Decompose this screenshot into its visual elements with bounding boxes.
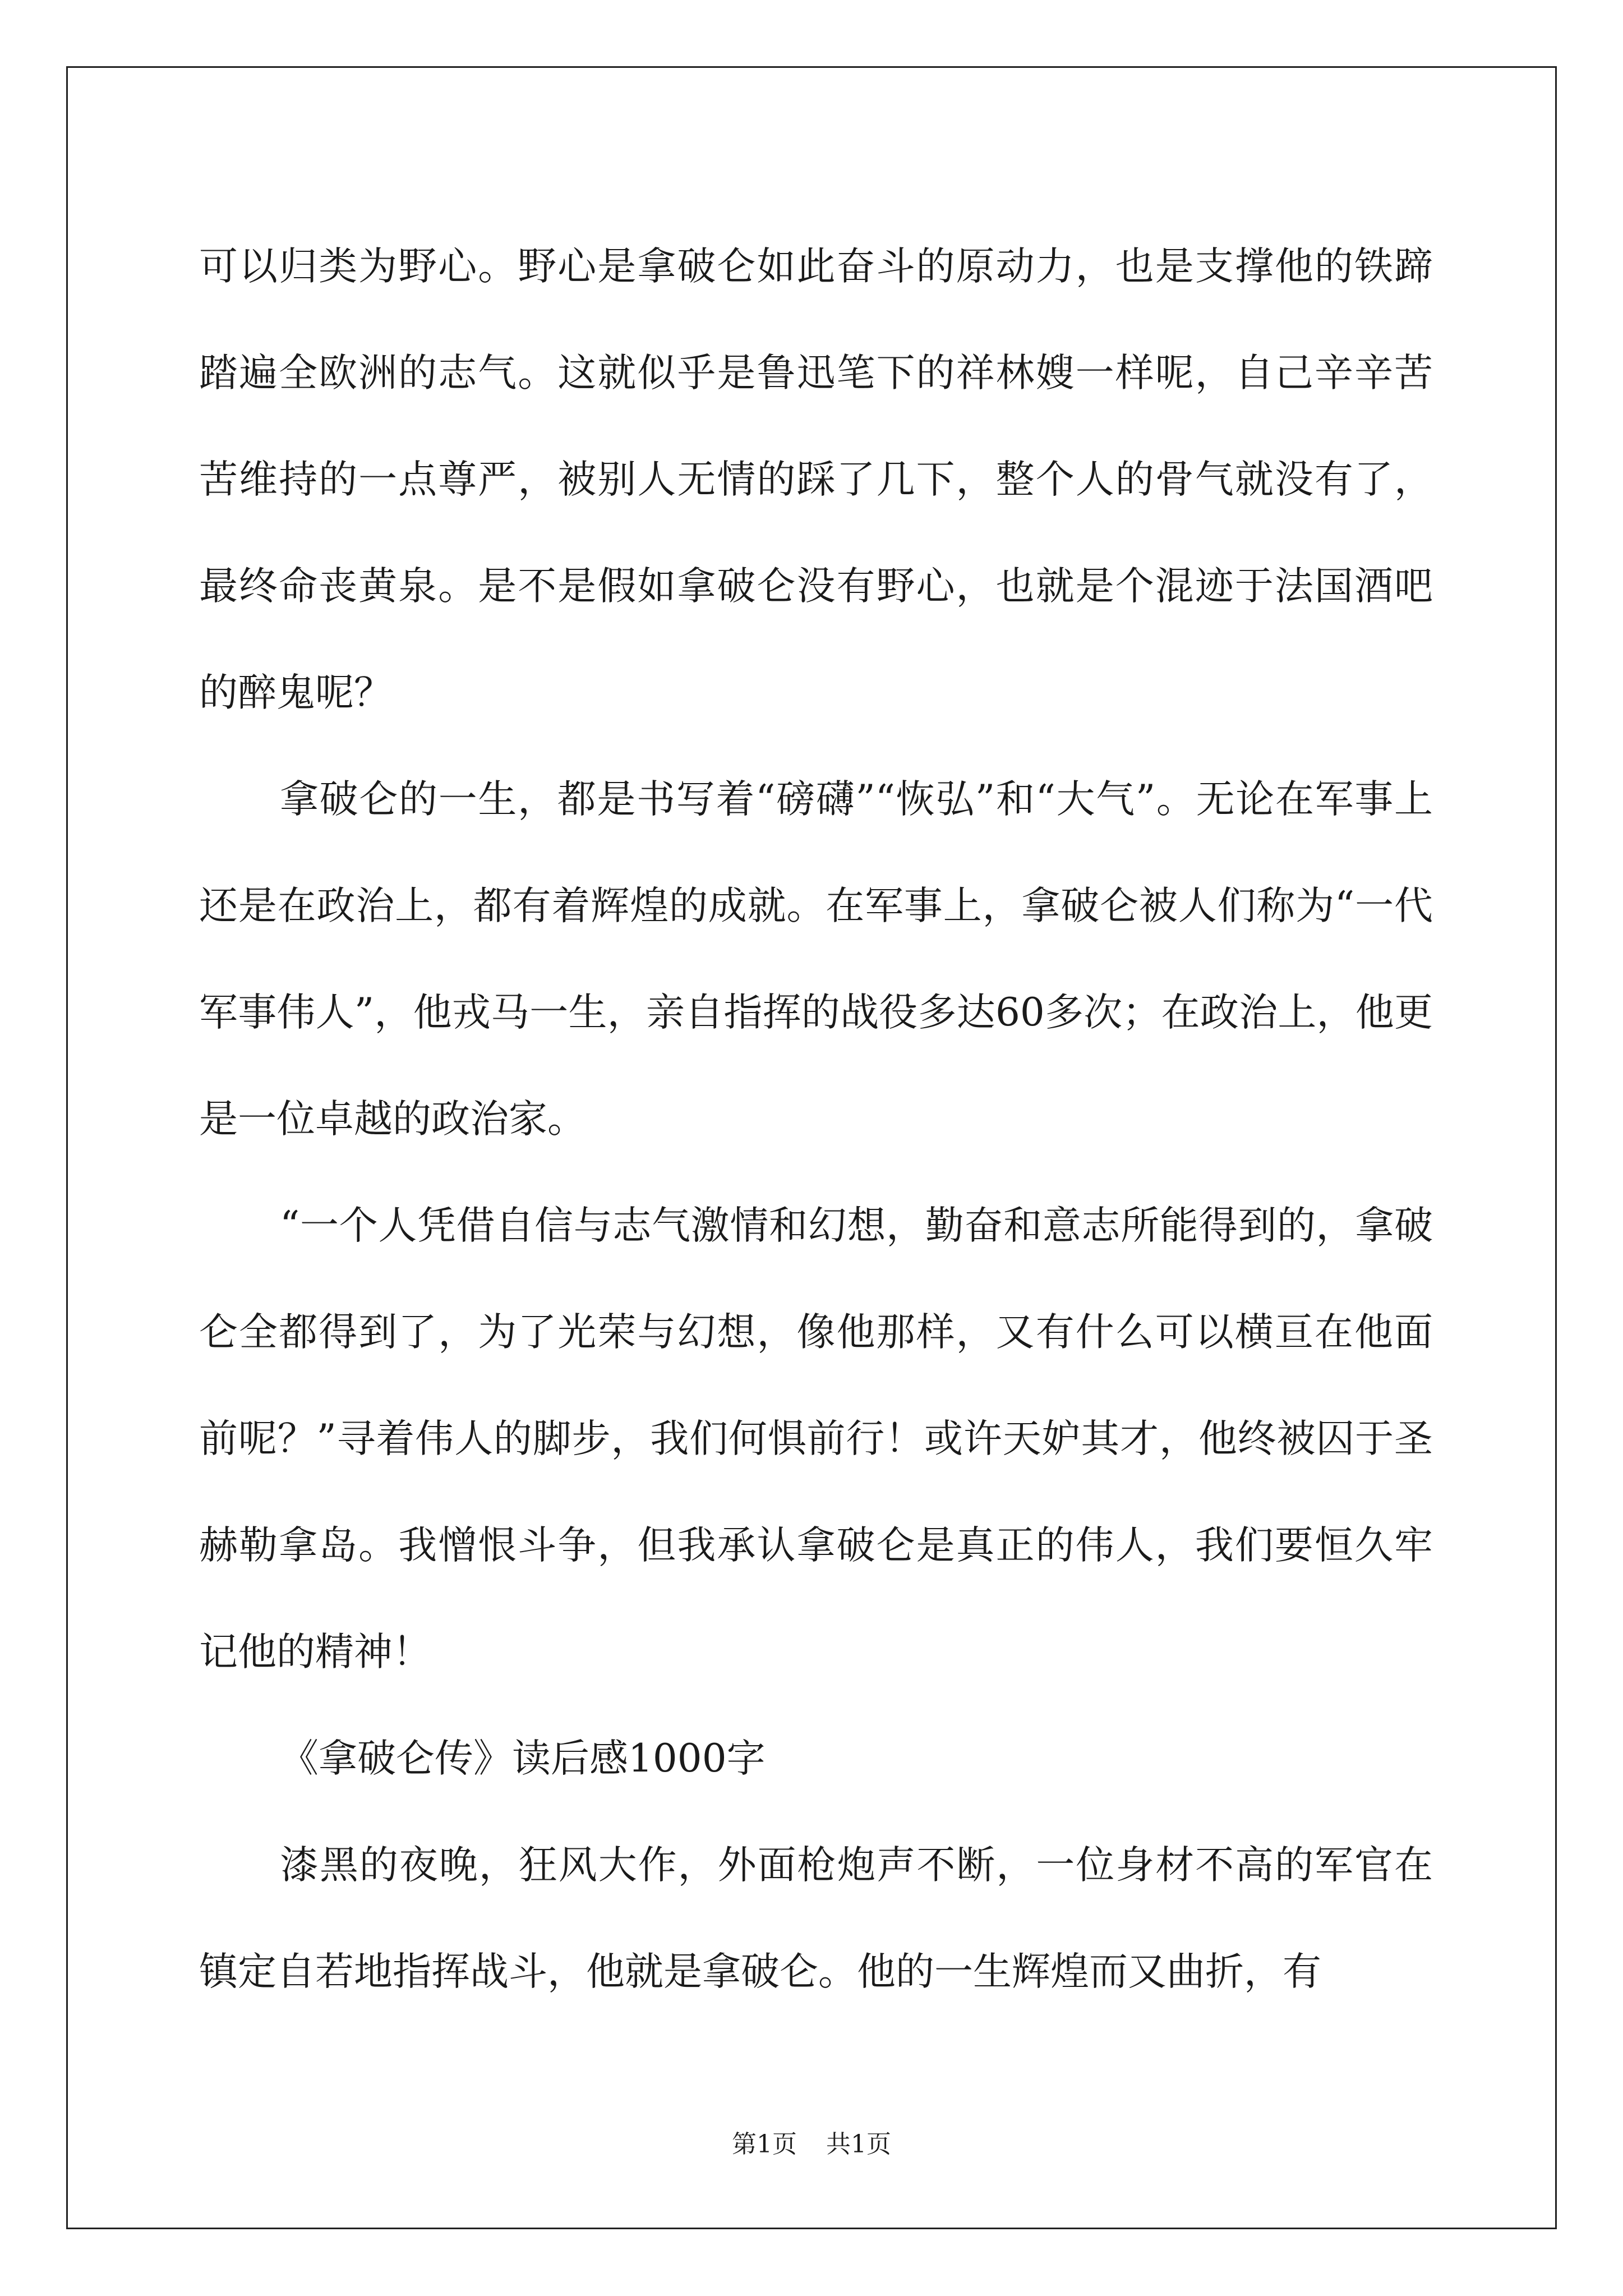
section-heading: 《拿破仑传》读后感1000字 [280,1736,766,1781]
page-number-current: 第1页 [732,2130,797,2159]
paragraph-1: 可以归类为野心。野心是拿破仑如此奋斗的原动力，也是支撑他的铁蹄踏遍全欧洲的志气。这就似乎是鲁迅笔下的祥林嫂一样呢，自己辛辛苦苦维持的一点尊严，被别人无情的踩了几下，整个人的骨气就没有了，最终命丧黄泉。是不是假如拿破仑没有野心，也就是个混迹于法国酒吧的醉鬼呢？ [199,244,1433,715]
paragraph-4: 漆黑的夜晚，狂风大作，外面枪炮声不断，一位身材不高的军官在镇定自若地指挥战斗，他就是拿破仑。他的一生辉煌而又曲折，有 [199,1843,1433,1994]
paragraph-3: “一个人凭借自信与志气激情和幻想，勤奋和意志所能得到的，拿破仑全都得到了，为了光荣与幻想，像他那样，又有什么可以横亘在他面前呢？”寻着伟人的脚步，我们何惧前行！或许天妒其才，他终被囚于圣赫勒拿岛。我憎恨斗争，但我承认拿破仑是真正的伟人，我们要恒久牢记他的精神！ [199,1203,1433,1674]
page-footer [0,2124,1623,2160]
document-body [199,213,1433,2025]
paragraph-2: 拿破仑的一生，都是书写着“磅礴”“恢弘”和“大气”。无论在军事上还是在政治上，都有着辉煌的成就。在军事上，拿破仑被人们称为“一代军事伟人”，他戎马一生，亲自指挥的战役多达60多次；在政治上，他更是一位卓越的政治家。 [199,777,1433,1142]
page-number-total: 共1页 [826,2130,891,2159]
